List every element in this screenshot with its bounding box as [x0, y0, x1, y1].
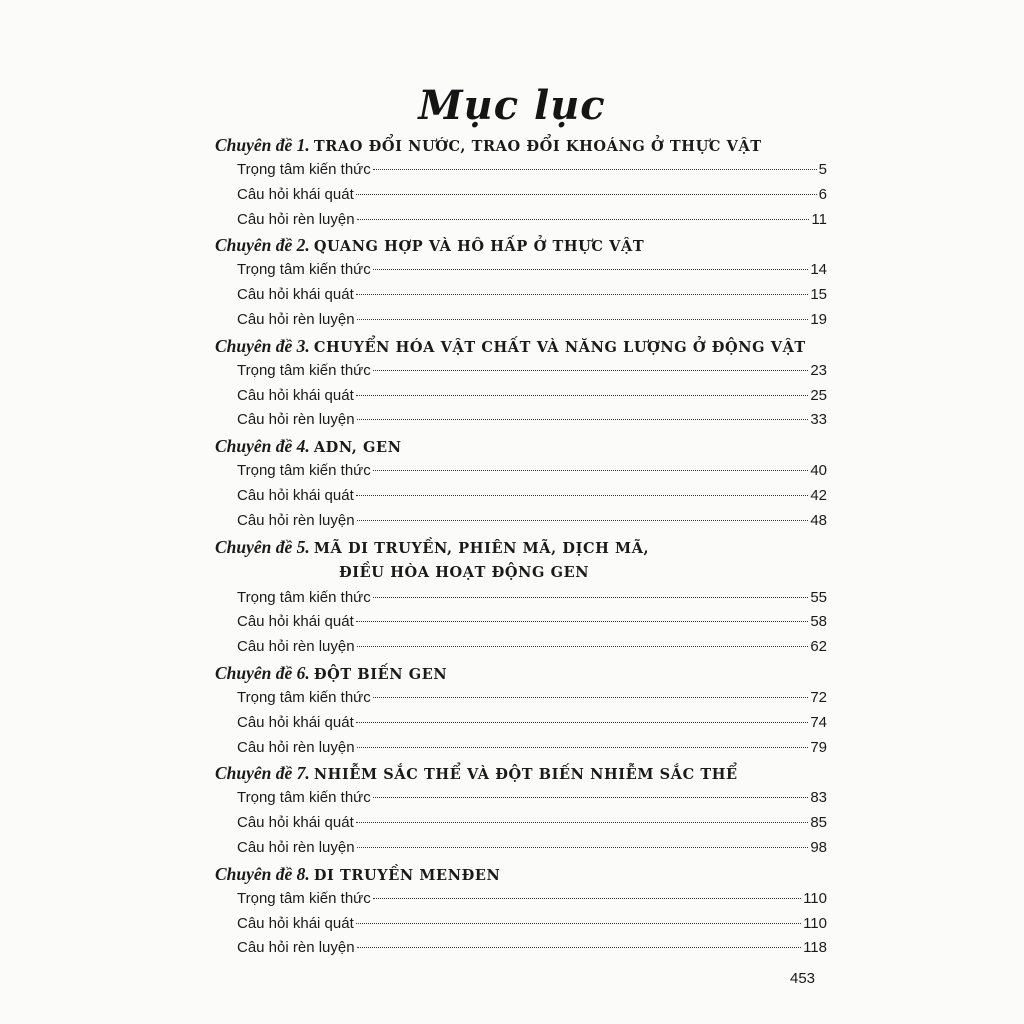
toc-entry[interactable] [215, 786, 827, 811]
entry-label: Câu hỏi rèn luyện [237, 511, 355, 529]
entry-label: Câu hỏi rèn luyện [237, 310, 355, 328]
entry-page-number: 6 [818, 185, 827, 203]
chapter-8 [215, 861, 827, 961]
toc-entry[interactable] [215, 711, 827, 736]
dot-leader [373, 470, 809, 471]
dot-leader [373, 597, 809, 598]
dot-leader [357, 847, 809, 848]
dot-leader [373, 898, 801, 899]
toc-entry[interactable] [215, 258, 827, 283]
page-number: 453 [790, 970, 816, 987]
entry-page-number: 11 [811, 210, 827, 228]
entry-label: Câu hỏi khái quát [237, 814, 354, 832]
entry-page-number: 74 [810, 713, 827, 731]
toc-entry[interactable] [215, 208, 827, 233]
dot-leader [373, 797, 809, 798]
toc-entry[interactable] [215, 308, 827, 333]
chapter-title: MÃ DI TRUYỀN, PHIÊN MÃ, DỊCH MÃ, [313, 539, 650, 557]
entry-label: Câu hỏi rèn luyện [237, 738, 355, 756]
toc-entry[interactable] [215, 459, 827, 484]
dot-leader [373, 370, 809, 371]
toc-entry[interactable] [215, 610, 827, 635]
entry-page-number: 118 [803, 939, 827, 957]
dot-leader [356, 495, 809, 496]
entry-page-number: 55 [810, 588, 827, 606]
entry-label: Trọng tâm kiến thức [237, 688, 371, 706]
entry-page-number: 83 [810, 789, 827, 807]
toc-entry[interactable] [215, 736, 827, 761]
chapter-title: TRAO ĐỔI NƯỚC, TRAO ĐỔI KHOÁNG Ở THỰC VẬT [313, 138, 762, 155]
entry-label: Trọng tâm kiến thức [237, 588, 371, 606]
entry-label: Trọng tâm kiến thức [237, 889, 371, 907]
chapter-label: Chuyên đề 6. [215, 662, 310, 683]
entry-page-number: 25 [810, 386, 827, 404]
entry-page-number: 58 [810, 613, 827, 631]
entry-label: Câu hỏi khái quát [237, 914, 354, 932]
toc-entry[interactable] [215, 811, 827, 836]
chapter-heading[interactable] [215, 333, 827, 359]
toc-entry[interactable] [215, 359, 827, 384]
chapter-title-continued: ĐIỀU HÒA HOẠT ĐỘNG GEN [339, 563, 590, 581]
chapter-1 [215, 132, 827, 232]
entry-label: Trọng tâm kiến thức [237, 161, 371, 178]
dot-leader [356, 923, 801, 924]
dot-leader [373, 169, 817, 170]
toc-entry[interactable] [215, 936, 827, 961]
dot-leader [357, 947, 802, 948]
entry-page-number: 48 [810, 511, 827, 529]
chapter-label: Chuyên đề 3. [215, 335, 310, 356]
dot-leader [356, 194, 817, 195]
entry-page-number: 19 [810, 310, 827, 328]
chapter-5 [215, 534, 827, 660]
chapter-label: Chuyên đề 7. [215, 763, 310, 784]
chapter-heading[interactable] [215, 433, 827, 459]
dot-leader [356, 395, 809, 396]
entry-page-number: 5 [818, 161, 827, 178]
toc-entry[interactable] [215, 686, 827, 711]
chapter-heading[interactable] [215, 534, 827, 560]
entry-label: Câu hỏi rèn luyện [237, 838, 355, 856]
chapter-heading[interactable] [215, 232, 827, 258]
chapter-label: Chuyên đề 2. [215, 235, 310, 256]
chapter-6 [215, 660, 827, 760]
dot-leader [357, 747, 809, 748]
dot-leader [357, 419, 809, 420]
toc-entry[interactable] [215, 912, 827, 937]
dot-leader [373, 697, 809, 698]
chapter-title: CHUYỂN HÓA VẬT CHẤT VÀ NĂNG LƯỢNG Ở ĐỘNG VẬT [313, 338, 806, 356]
chapter-label: Chuyên đề 1. [215, 135, 310, 155]
chapter-title: ADN, GEN [313, 439, 402, 457]
toc-entry[interactable] [215, 509, 827, 534]
entry-label: Câu hỏi rèn luyện [237, 210, 355, 228]
dot-leader [356, 621, 809, 622]
entry-label: Trọng tâm kiến thức [237, 261, 371, 279]
chapter-2 [215, 232, 827, 332]
toc-entry[interactable] [215, 635, 827, 660]
dot-leader [356, 722, 809, 723]
chapter-heading[interactable] [215, 861, 827, 887]
chapter-4 [215, 433, 827, 533]
toc-entry[interactable] [215, 484, 827, 509]
entry-page-number: 110 [803, 914, 827, 932]
entry-page-number: 14 [810, 261, 827, 279]
page-title: Mục lục [418, 82, 606, 129]
entry-label: Câu hỏi khái quát [237, 286, 354, 304]
toc-entry[interactable] [215, 836, 827, 861]
entry-page-number: 42 [810, 486, 827, 504]
entry-label: Trọng tâm kiến thức [237, 462, 371, 480]
chapter-heading[interactable] [215, 660, 827, 686]
entry-page-number: 98 [810, 838, 827, 856]
entry-page-number: 79 [810, 738, 827, 756]
entry-label: Câu hỏi rèn luyện [237, 638, 355, 656]
entry-page-number: 72 [810, 688, 827, 706]
chapter-label: Chuyên đề 4. [215, 436, 310, 457]
dot-leader [357, 319, 809, 320]
toc-entry[interactable] [215, 586, 827, 611]
toc-entry[interactable] [215, 408, 827, 433]
dot-leader [357, 219, 810, 220]
entry-label: Câu hỏi khái quát [237, 386, 354, 404]
chapter-title: ĐỘT BIẾN GEN [313, 665, 448, 683]
chapter-title: QUANG HỢP VÀ HÔ HẤP Ở THỰC VẬT [313, 238, 645, 256]
chapter-label: Chuyên đề 8. [215, 863, 310, 884]
table-of-contents [215, 132, 827, 961]
dot-leader [356, 294, 809, 295]
entry-page-number: 33 [810, 411, 827, 429]
entry-label: Câu hỏi khái quát [237, 613, 354, 631]
chapter-3 [215, 333, 827, 433]
entry-page-number: 62 [810, 638, 827, 656]
entry-page-number: 85 [810, 814, 827, 832]
entry-label: Câu hỏi rèn luyện [237, 939, 355, 957]
dot-leader [356, 822, 809, 823]
chapter-title: NHIỄM SẮC THỂ VÀ ĐỘT BIẾN NHIỄM SẮC THỂ [313, 766, 738, 784]
entry-page-number: 110 [803, 889, 827, 907]
entry-label: Câu hỏi rèn luyện [237, 411, 355, 429]
toc-entry[interactable] [215, 158, 827, 183]
toc-entry[interactable] [215, 887, 827, 912]
chapter-heading[interactable] [215, 132, 827, 158]
entry-label: Trọng tâm kiến thức [237, 789, 371, 807]
entry-page-number: 15 [810, 286, 827, 304]
entry-label: Câu hỏi khái quát [237, 713, 354, 731]
entry-page-number: 23 [810, 361, 827, 379]
chapter-title: DI TRUYỀN MENĐEN [313, 866, 501, 884]
chapter-heading[interactable] [215, 760, 827, 786]
entry-page-number: 40 [810, 462, 827, 480]
entry-label: Trọng tâm kiến thức [237, 361, 371, 379]
entry-label: Câu hỏi khái quát [237, 185, 354, 203]
toc-entry[interactable] [215, 384, 827, 409]
toc-entry[interactable] [215, 183, 827, 208]
dot-leader [357, 646, 809, 647]
dot-leader [373, 269, 809, 270]
chapter-7 [215, 760, 827, 860]
toc-entry[interactable] [215, 283, 827, 308]
dot-leader [357, 520, 809, 521]
entry-label: Câu hỏi khái quát [237, 486, 354, 504]
chapter-label: Chuyên đề 5. [215, 536, 310, 557]
